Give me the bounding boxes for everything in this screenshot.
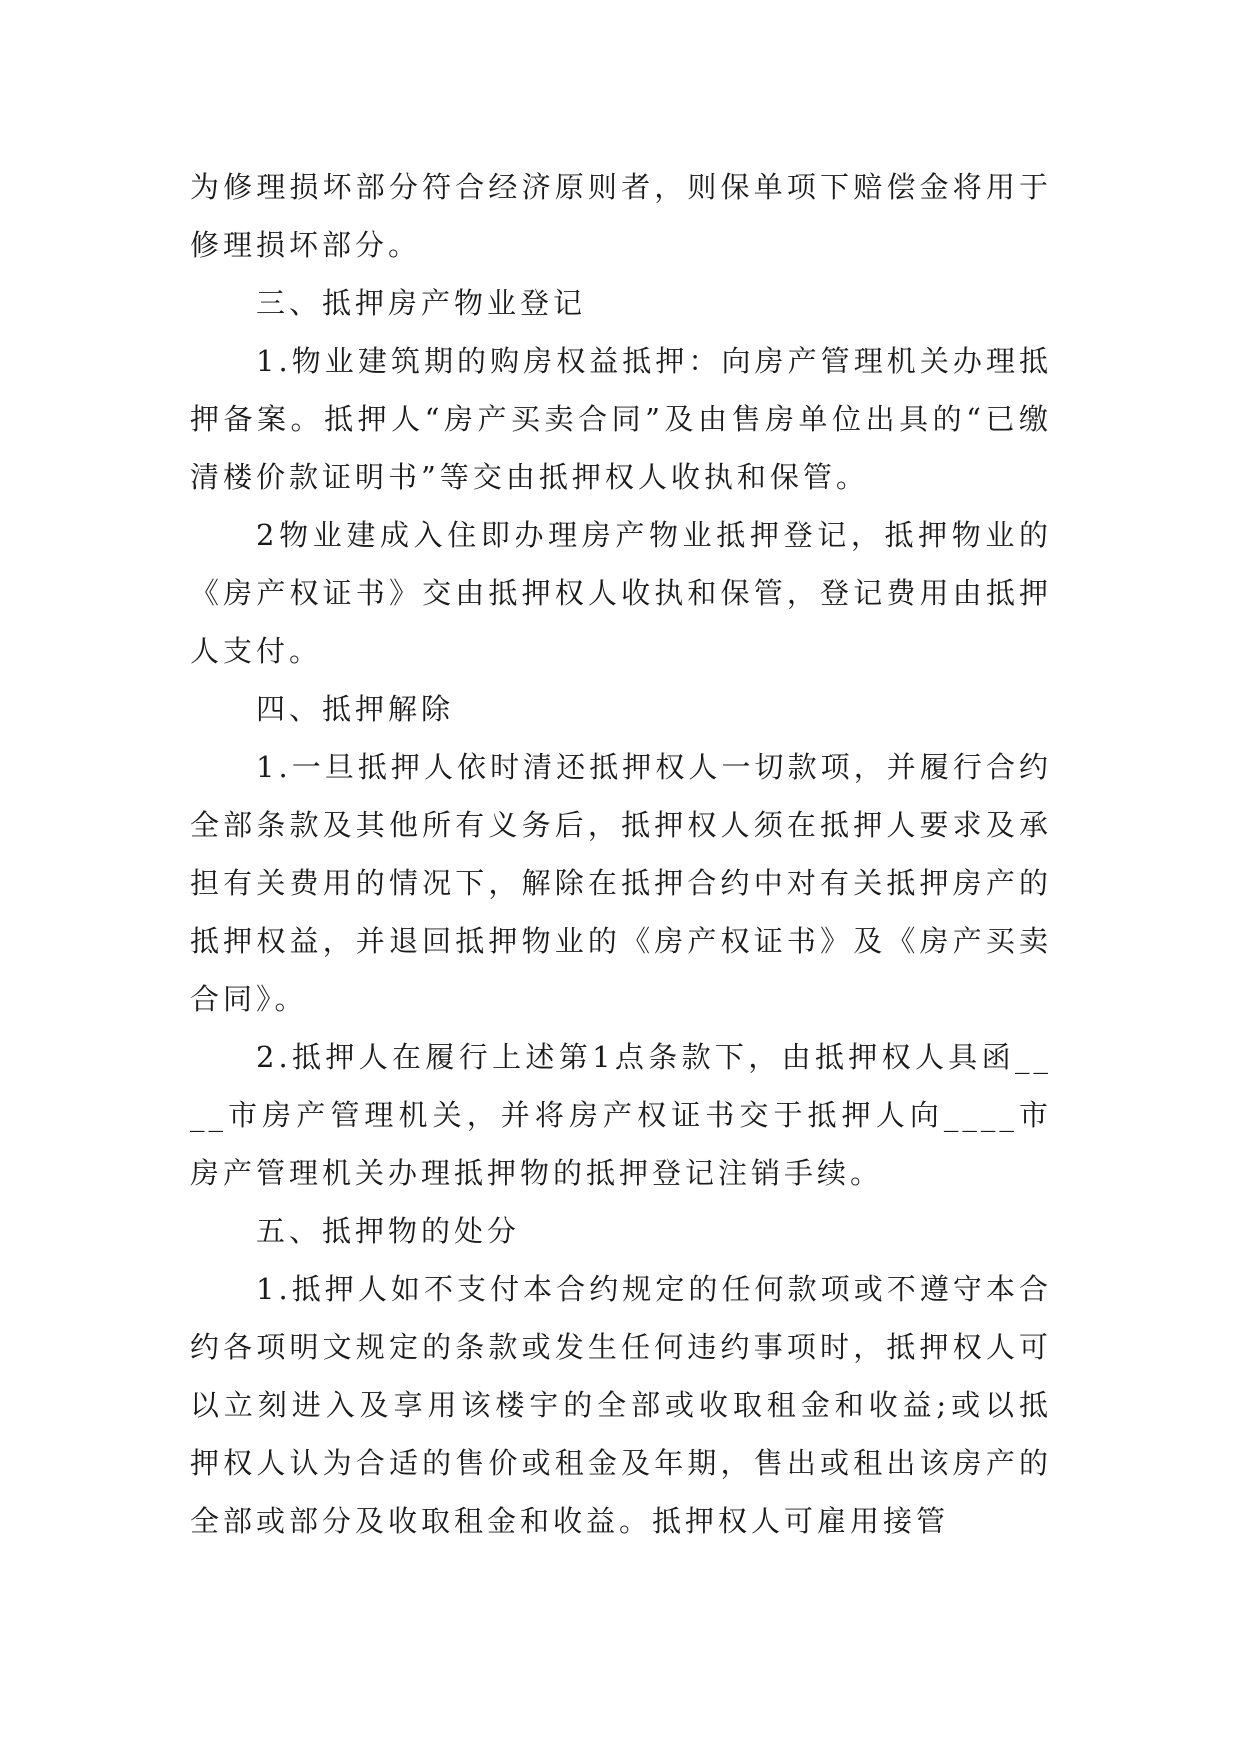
section-heading-5: 五、抵押物的处分 [256, 1214, 521, 1248]
paragraph-3-2: 2物业建成入住即办理房产物业抵押登记，抵押物业的《房产权证书》交由抵押权人收执和保管，登记费用由抵押人支付。 [190, 518, 1052, 668]
paragraph-5-1: 1.抵押人如不支付本合约规定的任何款项或不遵守本合约各项明文规定的条款或发生任何违约事项时，抵押权人可以立刻进入及享用该楼宇的全部或收取租金和收益;或以抵押权人认为合适的售价或租金及年期，售出或租出该房产的全部或部分及收取租金和收益。抵押权人可雇用接管 [190, 1272, 1052, 1538]
section-heading-3: 三、抵押房产物业登记 [256, 286, 587, 320]
paragraph-4-2: 2.抵押人在履行上述第1点条款下，由抵押权人具函____市房产管理机关，并将房产权证书交于抵押人向____市房产管理机关办理抵押物的抵押登记注销手续。 [190, 1040, 1052, 1190]
paragraph-continuation: 为修理损坏部分符合经济原则者，则保单项下赔偿金将用于修理损坏部分。 [190, 170, 1052, 262]
document-body [190, 158, 1052, 1550]
paragraph-4-1: 1.一旦抵押人依时清还抵押权人一切款项，并履行合约全部条款及其他所有义务后，抵押权人须在抵押人要求及承担有关费用的情况下，解除在抵押合约中对有关抵押房产的抵押权益，并退回抵押物业的《房产权证书》及《房产买卖合同》。 [190, 750, 1052, 1016]
section-heading-4: 四、抵押解除 [256, 692, 455, 726]
paragraph-3-1: 1.物业建筑期的购房权益抵押：向房产管理机关办理抵押备案。抵押人“房产买卖合同”及由售房单位出具的“已缴清楼价款证明书”等交由抵押权人收执和保管。 [190, 344, 1052, 494]
